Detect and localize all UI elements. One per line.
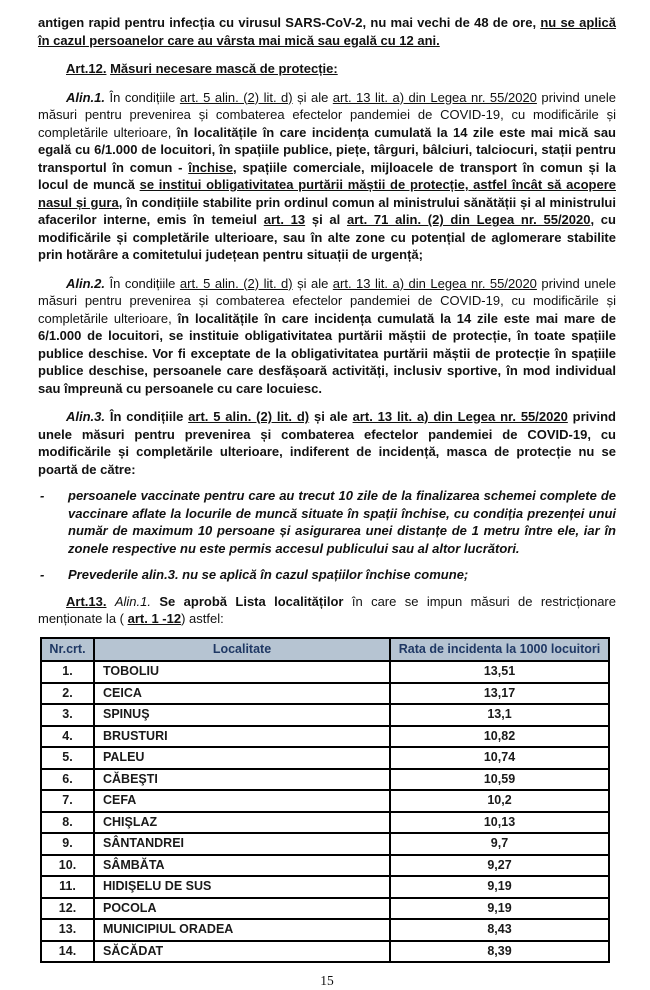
table-row <box>41 876 609 898</box>
text-run: În condițiile <box>105 275 180 291</box>
incidence-rate-cell: 8,39 <box>390 941 609 963</box>
locality-cell: TOBOLIU <box>94 661 390 683</box>
text-run: și ale <box>292 275 333 291</box>
incidence-rate-cell: 10,82 <box>390 726 609 748</box>
locality-cell: CĂBEŞTI <box>94 769 390 791</box>
locality-cell: POCOLA <box>94 898 390 920</box>
text-run: în localitățile în care incidența cumulată la 14 zile este mai mică sau egală cu 6/1.000 de locuitori, în spațiile publice, piețe, târguri, bâlciuri, talciocuri, stații pentru transportul în comun - <box>38 124 616 175</box>
table-row <box>41 790 609 812</box>
text-run: privind unele măsuri pentru prevenirea și combaterea efectelor pandemiei de COVID-19, cu modificările și completările ulterioare, indiferent de incidență, masca de protecție nu se poartă de către: <box>38 409 617 477</box>
locality-cell: SĂCĂDAT <box>94 941 390 963</box>
text-run: și ale <box>309 409 353 424</box>
text-run: Se aprobă Lista localităților <box>159 593 344 609</box>
text-run: art. 13 lit. a) din Legea nr. 55/2020 <box>352 409 568 424</box>
table-header-row <box>41 638 609 662</box>
table-row <box>41 704 609 726</box>
text-run: În condițiile <box>105 409 189 424</box>
paragraph-art13 <box>38 593 616 628</box>
text-run: privind unele măsuri pentru prevenirea și combaterea efectelor pandemiei de COVID-19, cu modificările și completările ulterioare, <box>38 275 616 326</box>
text-run: închise <box>188 159 234 175</box>
table-row <box>41 747 609 769</box>
locality-cell: CEICA <box>94 683 390 705</box>
incidence-rate-table <box>40 637 610 964</box>
text-run <box>106 594 114 609</box>
row-number-cell: 6. <box>41 769 94 791</box>
bullet-dash-icon: - <box>40 488 45 503</box>
text-run: privind unele măsuri pentru prevenirea și combaterea efectelor pandemiei de COVID-19, cu modificările și completările ulterioare, <box>38 89 616 140</box>
text-run: persoanele vaccinate pentru care au trecut 10 zile de la finalizarea schemei complete de vaccinare aflate la locurile de muncă situate în spații închise, cu condiția prezenței unui număr de maximum 10 persoane și asigurarea unei distanțe de 1 metru între ele, iar în zonele respective nu este permis accesul publicului sau al altor lucrători. <box>68 488 616 556</box>
locality-cell: BRUSTURI <box>94 726 390 748</box>
table-row <box>41 769 609 791</box>
text-run: Alin.1. <box>114 593 151 609</box>
text-run: art. 1 -12 <box>127 611 182 626</box>
text-run: art. 71 alin. (2) din Legea nr. 55/2020 <box>346 212 591 227</box>
column-header: Nr.crt. <box>41 638 94 662</box>
text-run: art. 5 alin. (2) lit. d) <box>179 89 293 105</box>
incidence-rate-cell: 10,2 <box>390 790 609 812</box>
locality-cell: PALEU <box>94 747 390 769</box>
column-header: Localitate <box>94 638 390 662</box>
paragraph-alin2 <box>38 275 616 398</box>
incidence-rate-cell: 13,51 <box>390 661 609 683</box>
text-run: în care se impun măsuri de restricționare menționate la ( <box>38 593 616 626</box>
text-run: antigen rapid pentru infecția cu virusul SARS-CoV-2, nu mai vechi de 48 de ore, <box>38 15 541 30</box>
row-number-cell: 10. <box>41 855 94 877</box>
row-number-cell: 9. <box>41 833 94 855</box>
text-run: Art.13. <box>66 593 107 609</box>
table-row <box>41 683 609 705</box>
paragraph-alin3 <box>38 408 616 478</box>
text-run: , spațiile comerciale, mijloacele de transport în comun și la locul de muncă <box>38 159 616 192</box>
text-run: Alin.3. <box>66 409 106 424</box>
row-number-cell: 2. <box>41 683 94 705</box>
incidence-rate-cell: 8,43 <box>390 919 609 941</box>
table-row <box>41 941 609 963</box>
table-row <box>41 919 609 941</box>
incidence-rate-cell: 10,59 <box>390 769 609 791</box>
text-run: art. 13 lit. a) din Legea nr. 55/2020 <box>332 89 537 105</box>
incidence-rate-cell: 9,19 <box>390 876 609 898</box>
text-run: în localitățile în care incidența cumulată la 14 zile este mai mare de 6/1.000 de locuitori, se instituie obligativitatea purtării măștii de protecție, în toate spațiile publice deschise. Vor fi exceptate de la obligativitatea purtării măștii de protecție în spațiile publice deschise, persoanele care desfășoară activități, inclusiv sportive, în mod individual sau împreună cu persoanele cu care locuiesc. <box>38 310 616 396</box>
text-run: art. 5 alin. (2) lit. d) <box>188 409 310 424</box>
text-run: Alin.2. <box>66 275 106 291</box>
locality-cell: SPINUŞ <box>94 704 390 726</box>
paragraph-antigen-continuation <box>38 14 616 49</box>
locality-cell: CEFA <box>94 790 390 812</box>
row-number-cell: 5. <box>41 747 94 769</box>
bullet-dash-icon: - <box>40 567 45 582</box>
row-number-cell: 7. <box>41 790 94 812</box>
heading-art12 <box>38 60 616 78</box>
list-item-text <box>68 566 616 584</box>
table-row <box>41 726 609 748</box>
text-run: art. 13 <box>263 212 306 227</box>
column-header: Rata de incidenta la 1000 locuitori <box>390 638 609 662</box>
row-number-cell: 8. <box>41 812 94 834</box>
text-run: art. 5 alin. (2) lit. d) <box>179 275 293 291</box>
list-item-alin3-exception <box>38 566 616 584</box>
text-run: nu se aplică în cazul persoanelor care au vârsta mai mică sau egală cu 12 ani. <box>38 15 617 48</box>
incidence-rate-cell: 10,74 <box>390 747 609 769</box>
page-number: 15 <box>320 973 334 988</box>
incidence-rate-cell: 10,13 <box>390 812 609 834</box>
incidence-rate-cell: 9,27 <box>390 855 609 877</box>
incidence-rate-cell: 9,19 <box>390 898 609 920</box>
text-run: În condițiile <box>105 89 180 105</box>
text-run: și al <box>305 212 347 227</box>
table-row <box>41 898 609 920</box>
text-run: ) astfel: <box>181 611 224 626</box>
text-run: Prevederile alin.3. nu se aplică în cazul spațiilor închise comune; <box>68 567 469 582</box>
row-number-cell: 11. <box>41 876 94 898</box>
text-run: se institui obligativitatea purtării măștii de protecție, astfel încât să acopere nasul și gura <box>38 177 616 210</box>
text-run: art. 13 lit. a) din Legea nr. 55/2020 <box>332 275 537 291</box>
text-run: , în condițiile stabilite prin ordinul comun al ministrului sănătății și al ministrului afacerilor interne, emis în temeiul <box>38 194 616 227</box>
paragraph-alin1 <box>38 89 616 264</box>
incidence-rate-cell: 13,1 <box>390 704 609 726</box>
text-run: Alin.1. <box>66 89 106 105</box>
text-run: , cu modificările și completările ulterioare, sau în alte zone cu potențial de aglomerare stabilite prin hotărâre a comitetului județean pentru situații de urgență; <box>38 212 616 262</box>
locality-cell: SÂNTANDREI <box>94 833 390 855</box>
table-row <box>41 661 609 683</box>
incidence-rate-cell: 13,17 <box>390 683 609 705</box>
table-row <box>41 812 609 834</box>
row-number-cell: 3. <box>41 704 94 726</box>
locality-cell: MUNICIPIUL ORADEA <box>94 919 390 941</box>
text-run: Art.12. <box>66 61 107 76</box>
row-number-cell: 1. <box>41 661 94 683</box>
row-number-cell: 13. <box>41 919 94 941</box>
text-run: Măsuri necesare mască de protecție: <box>110 61 338 76</box>
list-item-vaccinated-exception <box>38 487 616 557</box>
list-item-text <box>68 487 616 557</box>
row-number-cell: 14. <box>41 941 94 963</box>
locality-cell: CHIŞLAZ <box>94 812 390 834</box>
table-row <box>41 855 609 877</box>
locality-cell: SÂMBĂTA <box>94 855 390 877</box>
row-number-cell: 12. <box>41 898 94 920</box>
row-number-cell: 4. <box>41 726 94 748</box>
locality-cell: HIDIŞELU DE SUS <box>94 876 390 898</box>
incidence-rate-cell: 9,7 <box>390 833 609 855</box>
table-row <box>41 833 609 855</box>
text-run: și ale <box>292 89 333 105</box>
